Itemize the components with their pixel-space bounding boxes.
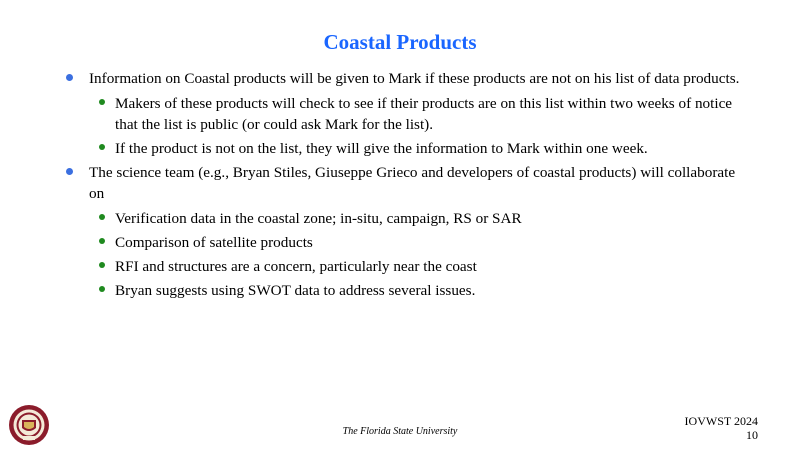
sub-bullet-item bbox=[89, 93, 746, 135]
university-footer: The Florida State University bbox=[342, 426, 458, 437]
sub-bullet-item bbox=[89, 256, 746, 277]
sub-bullet-dot-icon bbox=[99, 262, 105, 268]
sub-bullet-text: Comparison of satellite products bbox=[115, 234, 313, 251]
sub-bullet-item bbox=[89, 138, 746, 159]
bullet-list bbox=[66, 68, 746, 304]
sub-bullet-item bbox=[89, 280, 746, 301]
slide-title: Coastal Products bbox=[323, 30, 477, 54]
sub-bullet-list bbox=[89, 93, 746, 159]
sub-bullet-dot-icon bbox=[99, 286, 105, 292]
sub-bullet-text: Bryan suggests using SWOT data to address several issues. bbox=[115, 282, 476, 299]
sub-bullet-dot-icon bbox=[99, 99, 105, 105]
bullet-item bbox=[66, 162, 746, 301]
sub-bullet-dot-icon bbox=[99, 238, 105, 244]
conference-label: IOVWST 2024 bbox=[684, 414, 758, 428]
bullet-text: Information on Coastal products will be given to Mark if these products are not on his list of data products. bbox=[89, 70, 740, 87]
sub-bullet-item bbox=[89, 208, 746, 229]
sub-bullet-dot-icon bbox=[99, 214, 105, 220]
sub-bullet-text: If the product is not on the list, they will give the information to Mark within one week. bbox=[115, 140, 648, 157]
bullet-dot-icon bbox=[66, 74, 73, 81]
bullet-text: The science team (e.g., Bryan Stiles, Giuseppe Grieco and developers of coastal products) will collaborate on bbox=[89, 164, 736, 202]
bullet-dot-icon bbox=[66, 168, 73, 175]
sub-bullet-item bbox=[89, 232, 746, 253]
fsu-seal-icon bbox=[8, 404, 50, 446]
sub-bullet-text: Verification data in the coastal zone; in-situ, campaign, RS or SAR bbox=[115, 210, 522, 227]
seal-graphic bbox=[8, 404, 50, 446]
sub-bullet-text: RFI and structures are a concern, particularly near the coast bbox=[115, 258, 477, 275]
sub-bullet-text: Makers of these products will check to see if their products are on this list within two weeks of notice that the list is public (or could ask Mark for the list). bbox=[115, 95, 733, 133]
footer-right bbox=[685, 414, 758, 442]
sub-bullet-dot-icon bbox=[99, 144, 105, 150]
page-number: 10 bbox=[746, 428, 758, 442]
sub-bullet-list bbox=[89, 208, 746, 301]
bullet-item bbox=[66, 68, 746, 159]
